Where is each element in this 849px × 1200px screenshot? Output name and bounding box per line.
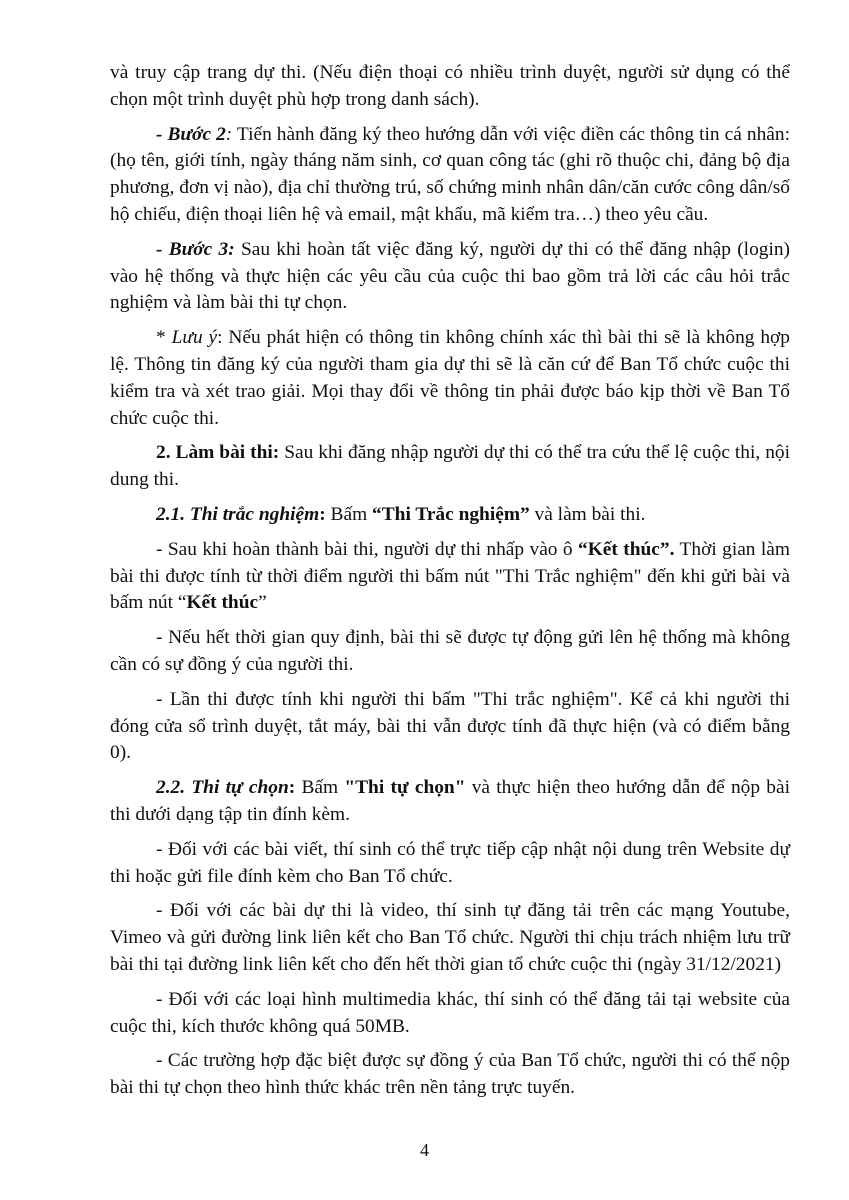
section-2-1-text-a: Bấm (325, 503, 373, 525)
section-2-1-button-name: “Thi Trắc nghiệm” (372, 503, 530, 525)
paragraph-step-2 (110, 122, 790, 229)
paragraph-browser-note (110, 60, 790, 114)
note-prefix: * (156, 327, 172, 349)
section-2-2-label: 2.2. Thi tự chọn (156, 777, 289, 799)
paragraph-note (110, 325, 790, 432)
section-2-2-colon: : (288, 777, 296, 799)
document-body (110, 60, 790, 1110)
paragraph-finish (110, 537, 790, 617)
paragraph-special-cases (110, 1048, 790, 1102)
paragraph-text: - Lần thi được tính khi người thi bấm "Thi trắc nghiệm". Kể cả khi người thi đóng cửa sổ trình duyệt, tắt máy, bài thi vẫn được tính đã thực hiện (và có điểm bằng 0). (110, 688, 790, 764)
step-2-text: Tiến hành đăng ký theo hướng dẫn với việc điền các thông tin cá nhân: (họ tên, giới tính, ngày tháng năm sinh, cơ quan công tác (ghi rõ thuộc chi, đảng bộ địa phương, đơn vị nào), địa chỉ thường trú, số chứng minh nhân dân/căn cước công dân/số hộ chiếu, điện thoại liên hệ và email, mật khẩu, mã kiểm tra…) theo yêu cầu. (110, 123, 790, 225)
step-2-label: - Bước 2 (156, 123, 226, 145)
finish-text-a: - Sau khi hoàn thành bài thi, người dự thi nhấp vào ô (156, 538, 579, 560)
finish-text-b: Thời gian làm bài thi được tính từ thời điểm người thi bấm nút "Thi Trắc nghiệm" đến khi gửi bài và bấm nút “ (110, 538, 790, 614)
section-2-1-colon: : (319, 503, 326, 525)
paragraph-videos (110, 898, 790, 978)
finish-text-c: ” (258, 592, 267, 614)
paragraph-text: - Đối với các bài viết, thí sinh có thể trực tiếp cập nhật nội dung trên Website dự thi hoặc gửi file đính kèm cho Ban Tổ chức. (110, 838, 790, 887)
section-2-heading (110, 440, 790, 494)
step-3-text: Sau khi hoàn tất việc đăng ký, người dự thi có thể đăng nhập (login) vào hệ thống và thực hiện các yêu cầu của cuộc thi bao gồm trả lời các câu hỏi trắc nghiệm và làm bài thi tự chọn. (110, 238, 790, 314)
note-label: Lưu ý (171, 327, 218, 349)
finish-strong-b: Kết thúc (186, 592, 259, 614)
paragraph-text: và truy cập trang dự thi. (Nếu điện thoại có nhiều trình duyệt, người sử dụng có thể chọn một trình duyệt phù hợp trong danh sách). (110, 62, 790, 110)
section-2-1-heading (110, 502, 790, 529)
paragraph-attempt (110, 687, 790, 767)
section-2-1-label: 2.1. Thi trắc nghiệm (156, 503, 320, 525)
paragraph-step-3 (110, 237, 790, 317)
section-2-1-text-b: và làm bài thi. (529, 503, 646, 525)
paragraph-articles (110, 837, 790, 891)
step-2-colon: : (225, 123, 233, 145)
paragraph-text: - Đối với các loại hình multimedia khác, thí sinh có thể đăng tải tại website của cuộc thi, kích thước không quá 50MB. (110, 988, 790, 1037)
paragraph-timeout (110, 625, 790, 679)
section-2-2-text-a: Bấm (295, 777, 345, 799)
paragraph-text: - Nếu hết thời gian quy định, bài thi sẽ được tự động gửi lên hệ thống mà không cần có sự đồng ý của người thi. (110, 627, 790, 675)
paragraph-text: - Các trường hợp đặc biệt được sự đồng ý của Ban Tổ chức, người thi có thể nộp bài thi tự chọn theo hình thức khác trên nền tảng trực tuyến. (110, 1050, 790, 1099)
section-2-2-text-b: và thực hiện theo hướng dẫn để nộp bài thi dưới dạng tập tin đính kèm. (110, 777, 790, 825)
step-3-label: - Bước 3: (156, 238, 235, 260)
paragraph-text: - Đối với các bài dự thi là video, thí sinh tự đăng tải trên các mạng Youtube, Vimeo và gửi đường link liên kết cho Ban Tổ chức. Người thi chịu trách nhiệm lưu trữ bài thi tại đường link liên kết cho đến hết thời gian tổ chức cuộc thi (ngày 31/12/2021) (110, 900, 790, 975)
section-2-label: 2. Làm bài thi: (156, 442, 280, 464)
note-text: : Nếu phát hiện có thông tin không chính xác thì bài thi sẽ là không hợp lệ. Thông tin đăng ký của người tham gia dự thi sẽ là căn cứ để Ban Tổ chức cuộc thi kiểm tra và xét trao giải. Mọi thay đổi về thông tin phải được báo kịp thời về Ban Tổ chức cuộc thi. (110, 327, 790, 429)
page-number: 4 (420, 1140, 429, 1160)
section-2-text: Sau khi đăng nhập người dự thi có thể tra cứu thể lệ cuộc thi, nội dung thi. (110, 442, 790, 491)
paragraph-multimedia (110, 987, 790, 1041)
finish-strong-a: “Kết thúc”. (578, 538, 675, 560)
section-2-2-button-name: "Thi tự chọn" (344, 777, 466, 799)
section-2-2-heading (110, 775, 790, 829)
